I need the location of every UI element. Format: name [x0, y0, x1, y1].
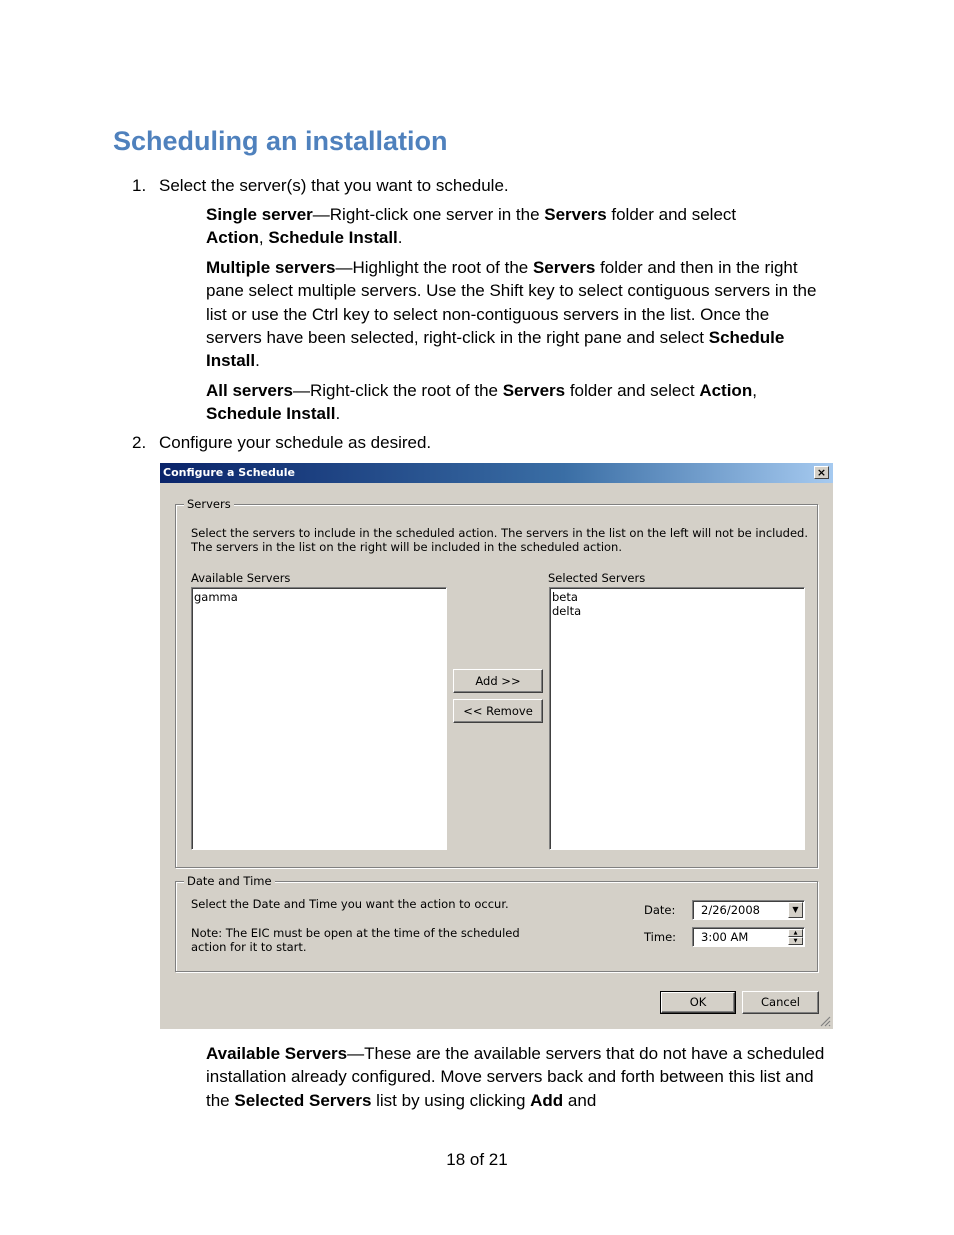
term-single-server: Single server	[206, 205, 313, 224]
dialog-titlebar	[160, 463, 833, 483]
step-2-text: Configure your schedule as desired.	[159, 433, 432, 452]
bold: Servers	[502, 381, 566, 400]
text: folder and select	[606, 205, 737, 224]
step-1-number: 1.	[132, 176, 147, 195]
date-value: 2/26/2008	[701, 903, 760, 917]
time-label: Time:	[644, 930, 677, 944]
cancel-button[interactable]: Cancel	[742, 991, 819, 1014]
available-servers-list[interactable]	[191, 587, 447, 850]
available-servers-label: Available Servers	[191, 571, 291, 585]
remove-button[interactable]: << Remove	[453, 699, 543, 723]
resize-grip-icon[interactable]	[819, 1015, 831, 1027]
bold: Schedule Install	[268, 228, 398, 248]
spin-down-icon[interactable]: ▼	[788, 937, 803, 945]
servers-description-line2: The servers in the list on the right will be included in the scheduled action.	[191, 540, 623, 554]
note-line1: Note: The EIC must be open at the time of the scheduled	[191, 926, 520, 940]
servers-description-line1: Select the servers to include in the scheduled action. The servers in the list on the left will not be included.	[191, 526, 808, 540]
bold: Selected Servers	[234, 1090, 372, 1110]
page-title: Scheduling an installation	[113, 126, 448, 156]
date-picker[interactable]	[692, 900, 805, 920]
bold: Add	[530, 1090, 564, 1110]
text: —Right-click one server in the	[312, 205, 545, 224]
term-all-servers: All servers	[206, 381, 293, 400]
bold: Servers	[532, 258, 596, 277]
bold: Servers	[544, 205, 607, 224]
text: ,	[258, 228, 269, 248]
step-1-text: Select the server(s) that you want to schedule.	[159, 176, 509, 195]
multiple-servers-paragraph	[206, 256, 828, 372]
bold: Action	[699, 381, 753, 400]
list-item[interactable]: gamma	[194, 590, 238, 604]
date-label: Date:	[644, 903, 676, 917]
chevron-down-icon[interactable]: ▼	[788, 902, 803, 918]
all-servers-paragraph	[206, 379, 831, 426]
list-item[interactable]: delta	[552, 604, 582, 618]
servers-group-label: Servers	[184, 497, 234, 511]
text: list by using clicking	[371, 1090, 531, 1110]
bold: Schedule Install	[206, 327, 785, 371]
spin-up-icon[interactable]: ▲	[788, 929, 803, 937]
text: —Highlight the root of the	[335, 258, 533, 277]
text: —These are the available servers that do not have a scheduled installation already configured. Move servers back and forth between this list and the	[206, 1044, 825, 1110]
available-servers-paragraph	[206, 1042, 826, 1112]
step-2-number: 2.	[132, 433, 147, 452]
note-line2: action for it to start.	[191, 940, 307, 954]
text: .	[335, 404, 341, 424]
ok-button[interactable]: OK	[661, 992, 735, 1013]
time-value: 3:00 AM	[701, 930, 749, 944]
selected-servers-list[interactable]	[549, 587, 805, 850]
text: —Right-click the root of the	[292, 381, 503, 400]
text: folder and select	[565, 381, 700, 400]
add-button[interactable]: Add >>	[453, 669, 543, 693]
date-time-group-label: Date and Time	[184, 874, 275, 888]
selected-servers-label: Selected Servers	[548, 571, 646, 585]
text: ,	[752, 381, 757, 400]
text: folder and then in the right pane select multiple servers. Use the Shift key to select contiguous servers in the list or use the Ctrl key to select non-contiguous servers in the list. Once the servers have been selected, right-click in the right pane and select	[206, 258, 817, 347]
page-number: 18 of 21	[446, 1150, 508, 1169]
list-item[interactable]: beta	[552, 590, 578, 604]
term-available-servers: Available Servers	[206, 1044, 348, 1063]
text: .	[255, 351, 260, 371]
time-stepper[interactable]	[692, 927, 805, 947]
bold: Action	[206, 228, 259, 248]
configure-schedule-dialog	[160, 463, 833, 1029]
text: and	[563, 1090, 597, 1110]
bold: Schedule Install	[206, 404, 336, 424]
term-multiple-servers: Multiple servers	[206, 258, 336, 277]
close-icon[interactable]: ×	[814, 466, 829, 479]
single-server-paragraph	[206, 203, 831, 250]
date-time-description: Select the Date and Time you want the action to occur.	[191, 897, 509, 911]
text: .	[397, 228, 403, 248]
dialog-title: Configure a Schedule	[163, 466, 295, 479]
